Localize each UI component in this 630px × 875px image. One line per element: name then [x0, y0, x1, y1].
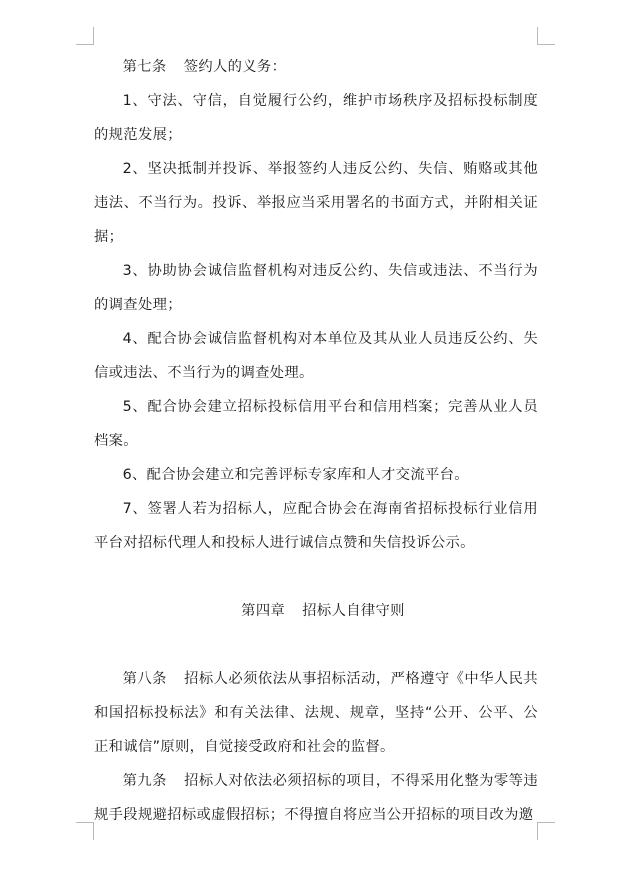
- crop-mark-bottom-left: [76, 822, 94, 840]
- article-7-item-5: 5、配合协会建立招标投标信用平台和信用档案；完善从业人员档案。: [94, 399, 538, 449]
- article-7-title: 签约人的义务：: [183, 59, 287, 75]
- article-7-number: 第七条: [122, 59, 167, 75]
- article-8-text: 招标人必须依法从事招标活动，严格遵守《中华人民共和国招标投标法》和有关法律、法规、规章，坚持“公开、公平、公正和诚信”原则，自觉接受政府和社会的监督。: [94, 671, 538, 755]
- crop-mark-top-right: [537, 27, 555, 45]
- crop-mark-bottom-right: [537, 822, 555, 840]
- article-7-item-6: 6、配合协会建立和完善评标专家库和人才交流平台。: [122, 467, 469, 483]
- article-7-heading: [94, 50, 538, 84]
- spacer: [94, 560, 538, 594]
- spacer: [94, 628, 538, 662]
- article-9-number: 第九条: [122, 773, 167, 789]
- article-8: [94, 662, 538, 764]
- article-9: [94, 764, 538, 832]
- article-8-number: 第八条: [122, 671, 167, 687]
- document-body: [94, 50, 538, 832]
- article-7-item-2: 2、坚决抵制并投诉、举报签约人违反公约、失信、贿赂或其他违法、不当行为。投诉、举报应当采用署名的书面方式，并附相关证据；: [94, 161, 538, 245]
- chapter-4-title: 招标人自律守则: [302, 603, 405, 619]
- article-7-item-7: 7、签署人若为招标人，应配合协会在海南省招标投标行业信用平台对招标代理人和投标人进行诚信点赞和失信投诉公示。: [94, 501, 538, 551]
- crop-mark-top-left: [76, 27, 94, 45]
- article-7-item-1: 1、守法、守信，自觉履行公约，维护市场秩序及招标投标制度的规范发展；: [94, 93, 538, 143]
- chapter-4-number: 第四章: [241, 603, 286, 619]
- chapter-4-heading: [94, 594, 538, 628]
- article-7-item-3: 3、协助协会诚信监督机构对违反公约、失信或违法、不当行为的调查处理；: [94, 263, 538, 313]
- article-9-text: 招标人对依法必须招标的项目，不得采用化整为零等违规手段规避招标或虚假招标；不得擅自将应当公开招标的项目改为邀: [94, 773, 538, 823]
- article-7-item-4: 4、配合协会诚信监督机构对本单位及其从业人员违反公约、失信或违法、不当行为的调查处理。: [94, 331, 538, 381]
